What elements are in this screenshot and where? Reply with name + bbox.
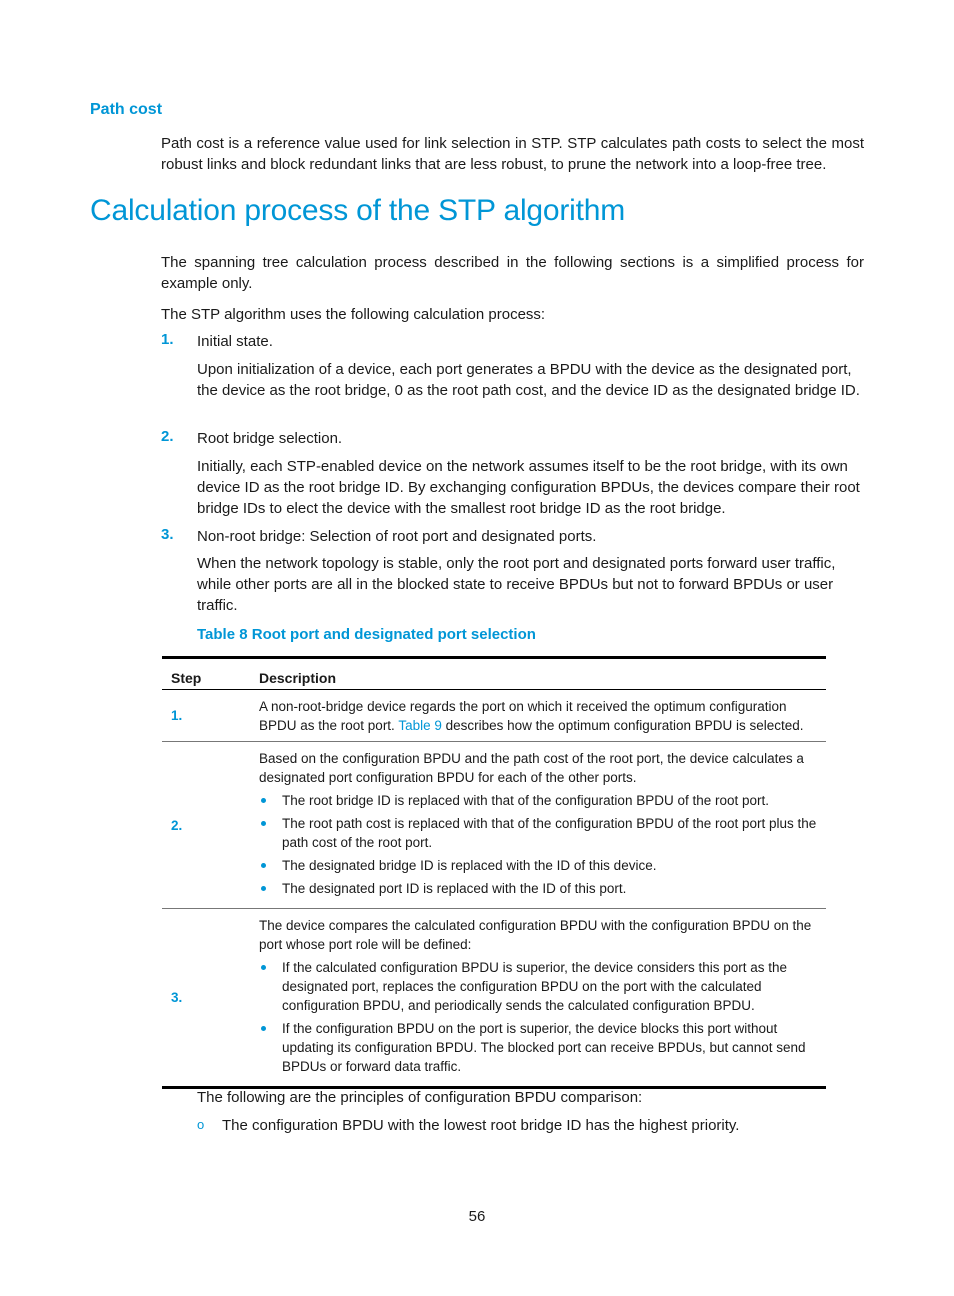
step-title: Root bridge selection.	[197, 430, 343, 447]
section-heading-path-cost: Path cost	[90, 101, 163, 118]
bullet-item: The designated port ID is replaced with the ID of this port.	[259, 879, 818, 898]
table-header-step: Step	[162, 658, 259, 690]
step-number: 1.	[161, 331, 174, 348]
principle-item: The configuration BPDU with the lowest root bridge ID has the highest priority.	[222, 1117, 740, 1134]
table-9-link[interactable]: Table 9	[398, 718, 442, 733]
step-title: Non-root bridge: Selection of root port and designated ports.	[197, 528, 597, 545]
table-header-description: Description	[259, 658, 826, 690]
row-description	[259, 690, 826, 742]
table-caption: Table 8 Root port and designated port selection	[197, 626, 536, 643]
bullet-item: If the configuration BPDU on the port is superior, the device blocks this port without updating its configuration BPDU. The blocked port can receive BPDUs, but cannot send BPDUs or forward data traffic.	[259, 1019, 818, 1076]
table-row	[162, 690, 826, 742]
bullet-item: The root bridge ID is replaced with that of the configuration BPDU of the root port.	[259, 791, 818, 810]
path-cost-paragraph: Path cost is a reference value used for link selection in STP. STP calculates path costs to select the most robust links and block redundant links that are less robust, to prune the network into a loop-free tree.	[161, 135, 864, 173]
row-text: A non-root-bridge device regards the port on which it received the optimum configuration BPDU as the root port.	[259, 699, 787, 733]
page-title: Calculation process of the STP algorithm	[90, 194, 626, 227]
row-step: 2.	[162, 742, 259, 909]
port-selection-table	[162, 656, 826, 1089]
step-description: Initially, each STP-enabled device on the network assumes itself to be the root bridge, with its own device ID as the root bridge ID. By exchanging configuration BPDUs, the devices compare their root bridge IDs to elect the device with the smallest root bridge ID as the root bridge.	[197, 458, 860, 517]
table-row	[162, 909, 826, 1088]
row-intro: Based on the configuration BPDU and the path cost of the root port, the device calculates a designated port configuration BPDU for each of the other ports.	[259, 751, 804, 785]
bullet-item: The designated bridge ID is replaced with the ID of this device.	[259, 856, 818, 875]
row-step: 3.	[162, 909, 259, 1088]
row-intro: The device compares the calculated configuration BPDU with the configuration BPDU on the port whose port role will be defined:	[259, 918, 812, 952]
step-number: 2.	[161, 428, 174, 445]
bullet-item: The root path cost is replaced with that of the configuration BPDU of the root port plus the path cost of the root port.	[259, 814, 818, 852]
process-intro: The STP algorithm uses the following calculation process:	[161, 306, 546, 323]
row-text: describes how the optimum configuration BPDU is selected.	[441, 718, 804, 733]
row-description	[259, 742, 826, 909]
step-number: 3.	[161, 526, 174, 543]
bullet-list	[259, 791, 818, 898]
bullet-item: If the calculated configuration BPDU is superior, the device considers this port as the designated port, replaces the configuration BPDU on the port with the calculated configuration BPDU, and periodically sends the calculated configuration BPDU.	[259, 958, 818, 1015]
table-row	[162, 742, 826, 909]
step-title: Initial state.	[197, 333, 273, 350]
step-description: When the network topology is stable, only the root port and designated ports forward user traffic, while other ports are all in the blocked state to receive BPDUs but not to forward BPDUs or user traffic.	[197, 555, 836, 614]
step-description: Upon initialization of a device, each port generates a BPDU with the device as the designated port, the device as the root bridge, 0 as the root path cost, and the device ID as the designated bridge ID.	[197, 361, 860, 399]
intro-paragraph: The spanning tree calculation process described in the following sections is a simplified process for example only.	[161, 254, 864, 292]
page-number: 56	[468, 1208, 486, 1225]
principles-intro: The following are the principles of configuration BPDU comparison:	[197, 1089, 643, 1106]
row-step: 1.	[162, 690, 259, 742]
row-description	[259, 909, 826, 1088]
hollow-bullet-icon: o	[197, 1117, 205, 1132]
bullet-list	[259, 958, 818, 1076]
